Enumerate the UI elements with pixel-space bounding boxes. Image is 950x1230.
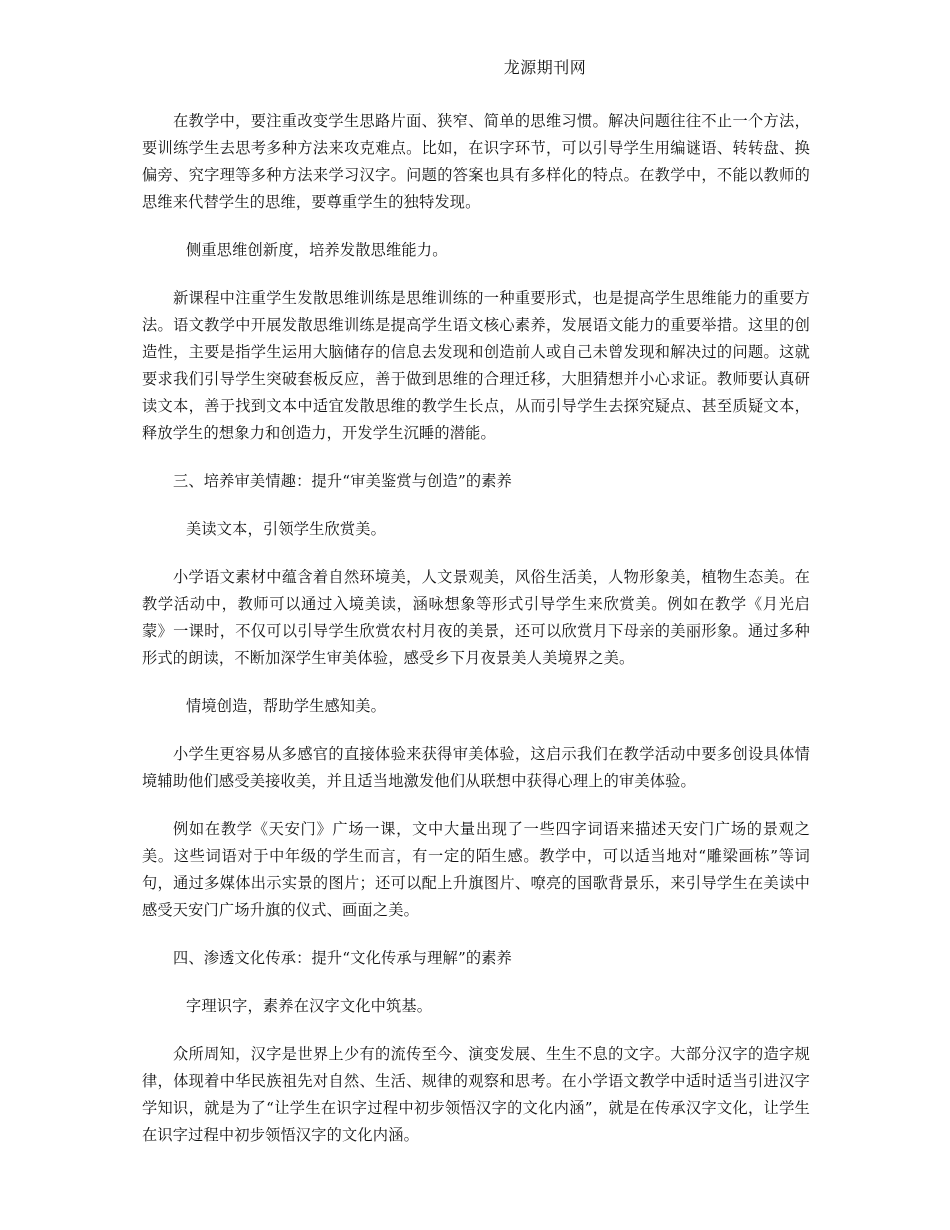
paragraph: 小学语文素材中蕴含着自然环境美，人文景观美，风俗生活美，人物形象美，植物生态美。在教学活动中，教师可以通过入境美读，涵咏想象等形式引导学生来欣赏美。例如在教学《月光启蒙》一课时，不仅可以引导学生欣赏农村月夜的美景，还可以欣赏月下母亲的美丽形象。通过多种形式的朗读，不断加深学生审美体验，感受乡下月夜景美人美境界之美。 (142, 568, 810, 667)
paragraph: 在教学中，要注重改变学生思路片面、狭窄、简单的思维习惯。解决问题往往不止一个方法，要训练学生去思考多种方法来攻克难点。比如，在识字环节，可以引导学生用编谜语、转转盘、换偏旁、究字理等多种方法来学习汉字。问题的答案也具有多样化的特点。在教学中，不能以教师的思维来代替学生的思维，要尊重学生的独特发现。 (142, 112, 810, 211)
paragraph: 小学生更容易从多感官的直接体验来获得审美体验，这启示我们在教学活动中要多创设具体情境辅助他们感受美接收美，并且适当地激发他们从联想中获得心理上的审美体验。 (142, 745, 810, 790)
subheading: 情境创造，帮助学生感知美。 (186, 697, 387, 715)
subheading: 侧重思维创新度，培养发散思维能力。 (186, 241, 448, 259)
subheading: 美读文本，引领学生欣赏美。 (186, 520, 387, 538)
paragraph: 众所周知，汉字是世界上少有的流传至今、演变发展、生生不息的文字。大部分汉字的造字规律，体现着中华民族祖先对自然、生活、规律的观察和思考。在小学语文教学中适时适当引进汉字学知识，就是为了“让学生在识字过程中初步领悟汉字的文化内涵”，就是在传承汉字文化，让学生在识字过程中初步领悟汉字的文化内涵。 (142, 1045, 810, 1144)
document-body (142, 108, 810, 1170)
paragraph: 新课程中注重学生发散思维训练是思维训练的一种重要形式，也是提高学生思维能力的重要方法。语文教学中开展发散思维训练是提高学生语文核心素养，发展语文能力的重要举措。这里的创造性，主要是指学生运用大脑储存的信息去发现和创造前人或自己未曾发现和解决过的问题。这就要求我们引导学生突破套板反应，善于做到思维的合理迁移，大胆猜想并小心求证。教师要认真研读文本，善于找到文本中适宜发散思维的教学生长点，从而引导学生去探究疑点、甚至质疑文本，释放学生的想象力和创造力，开发学生沉睡的潜能。 (142, 289, 810, 442)
section-heading: 三、培养审美情趣：提升“审美鉴赏与创造”的素养 (173, 472, 513, 490)
page-header: 龙源期刊网 (503, 58, 587, 77)
section-heading: 四、渗透文化传承：提升“文化传承与理解”的素养 (173, 949, 513, 967)
paragraph: 例如在教学《天安门》广场一课，文中大量出现了一些四字词语来描述天安门广场的景观之美。这些词语对于中年级的学生而言，有一定的陌生感。教学中，可以适当地对“雕梁画栋”等词句，通过多媒体出示实景的图片；还可以配上升旗图片、嘹亮的国歌背景乐，来引导学生在美读中感受天安门广场升旗的仪式、画面之美。 (142, 820, 810, 919)
subheading: 字理识字，素养在汉字文化中筑基。 (186, 997, 433, 1015)
